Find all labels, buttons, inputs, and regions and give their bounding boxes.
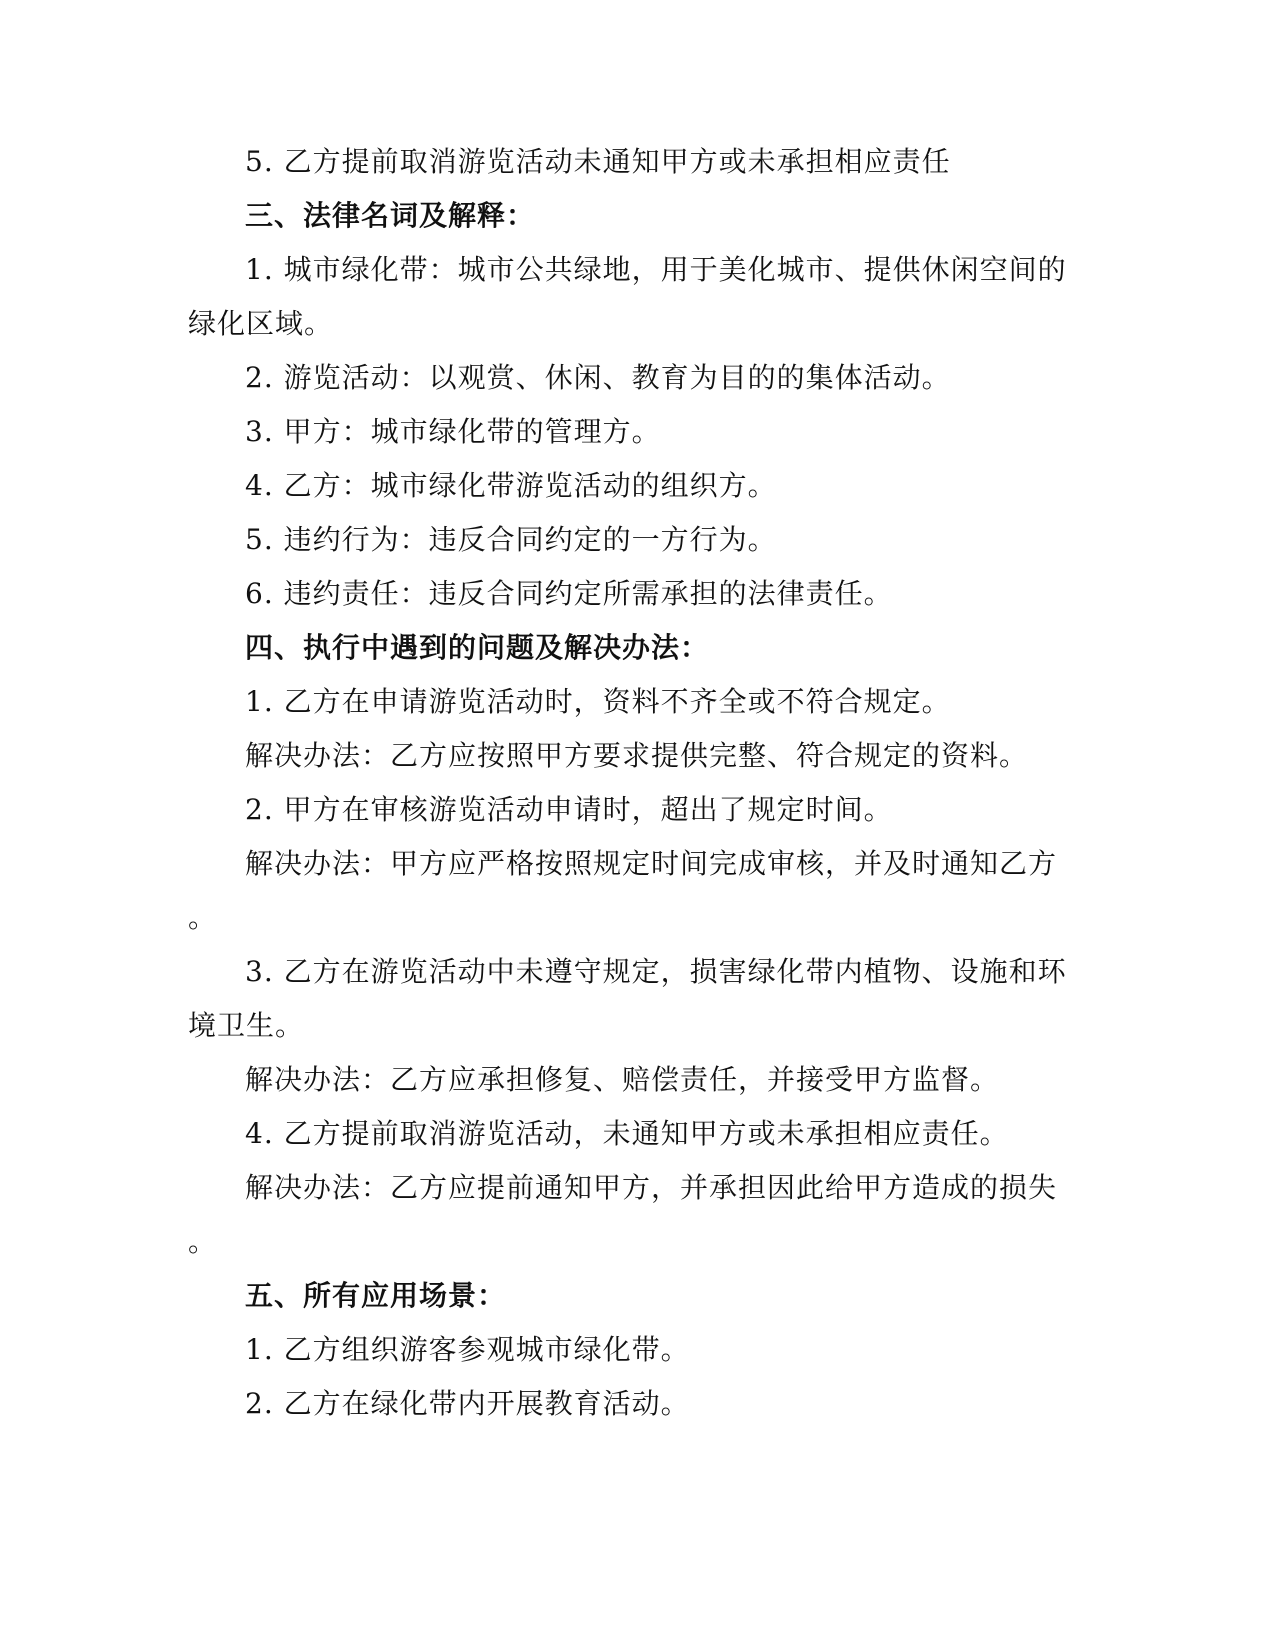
text-line: 4. 乙方提前取消游览活动，未通知甲方或未承担相应责任。 (245, 1117, 1009, 1150)
section-heading: 四、执行中遇到的问题及解决办法： (245, 631, 710, 664)
text-line: 绿化区域。 (188, 307, 334, 340)
section-heading: 五、所有应用场景： (245, 1279, 507, 1312)
text-line: 1. 乙方组织游客参观城市绿化带。 (245, 1333, 690, 1366)
text-line: 解决办法：乙方应承担修复、赔偿责任，并接受甲方监督。 (245, 1063, 1000, 1096)
text-line: 解决办法：甲方应严格按照规定时间完成审核，并及时通知乙方 (245, 847, 1058, 880)
text-line: 2. 游览活动：以观赏、休闲、教育为目的的集体活动。 (245, 361, 951, 394)
text-line: 2. 甲方在审核游览活动申请时，超出了规定时间。 (245, 793, 893, 826)
text-line: 1. 城市绿化带：城市公共绿地，用于美化城市、提供休闲空间的 (245, 253, 1067, 286)
text-line: 3. 甲方：城市绿化带的管理方。 (245, 415, 661, 448)
text-line: 。 (188, 1225, 218, 1258)
text-line: 5. 乙方提前取消游览活动未通知甲方或未承担相应责任 (245, 145, 951, 178)
section-heading: 三、法律名词及解释： (245, 199, 536, 232)
text-line: 。 (188, 901, 218, 934)
text-line: 5. 违约行为：违反合同约定的一方行为。 (245, 523, 777, 556)
text-line: 3. 乙方在游览活动中未遵守规定，损害绿化带内植物、设施和环 (245, 955, 1067, 988)
text-line: 1. 乙方在申请游览活动时，资料不齐全或不符合规定。 (245, 685, 951, 718)
text-line: 4. 乙方：城市绿化带游览活动的组织方。 (245, 469, 777, 502)
text-line: 境卫生。 (188, 1009, 305, 1042)
text-line: 2. 乙方在绿化带内开展教育活动。 (245, 1387, 690, 1420)
text-line: 6. 违约责任：违反合同约定所需承担的法律责任。 (245, 577, 893, 610)
text-line: 解决办法：乙方应按照甲方要求提供完整、符合规定的资料。 (245, 739, 1029, 772)
text-line: 解决办法：乙方应提前通知甲方，并承担因此给甲方造成的损失 (245, 1171, 1058, 1204)
